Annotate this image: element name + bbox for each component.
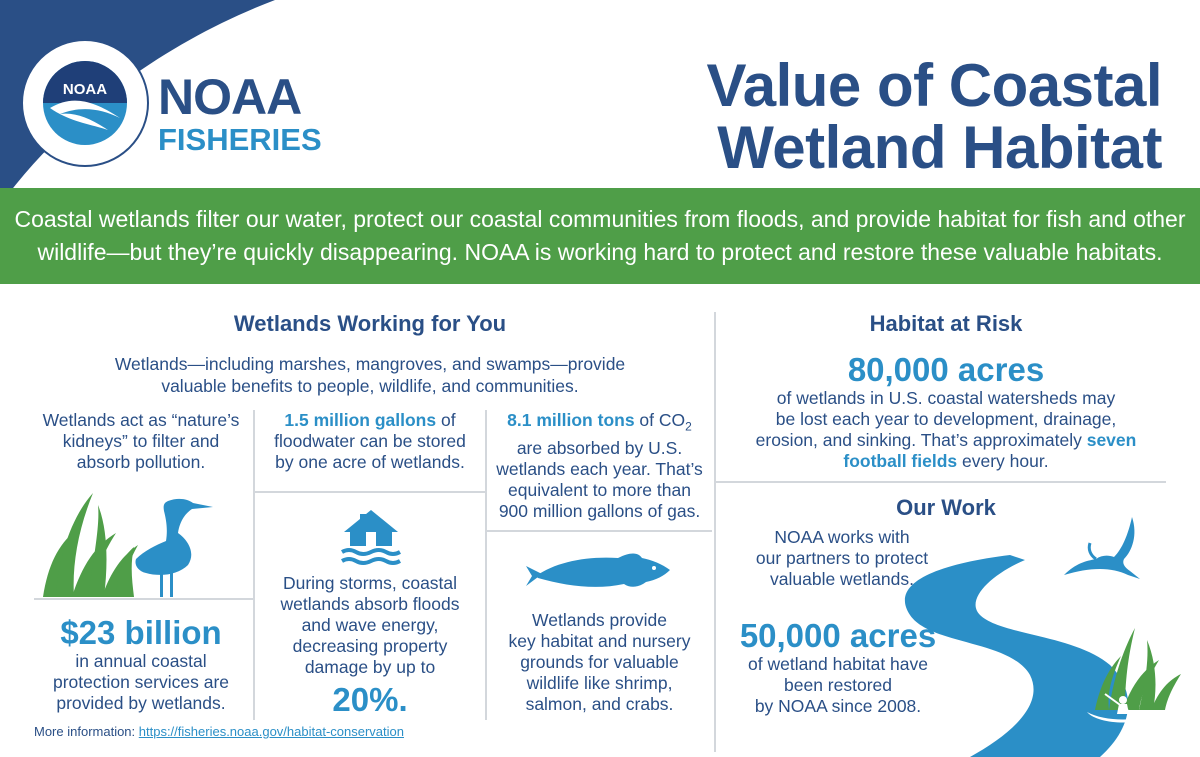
co2-highlight: 8.1 million tons xyxy=(507,410,635,430)
working-intro xyxy=(90,353,650,397)
work-line1: NOAA works with xyxy=(774,527,910,547)
risk-block xyxy=(716,352,1176,472)
gallons-rest: of xyxy=(436,410,456,430)
brand-wordmark xyxy=(158,69,322,157)
co2-text xyxy=(487,410,712,522)
storm-line3: and wave energy, xyxy=(301,615,439,635)
risk-heading: Habitat at Risk xyxy=(869,311,1023,336)
canoe-icon xyxy=(1085,690,1161,728)
banner-line1: Coastal wetlands filter our water, protect our coastal communities from floods, and provide habitat for fish and other xyxy=(14,206,1186,232)
col-divider-1 xyxy=(253,410,255,720)
billion-line3: provided by wetlands. xyxy=(56,693,226,713)
billion-line2: protection services are xyxy=(52,672,230,692)
storm-line5: damage by up to xyxy=(304,657,436,677)
working-heading: Wetlands Working for You xyxy=(233,311,507,336)
flying-heron-icon xyxy=(1060,515,1160,581)
more-info-label: More information: xyxy=(34,724,139,739)
intro-line1: Wetlands—including marshes, mangroves, and swamps—provide xyxy=(114,354,626,374)
billion-block xyxy=(30,615,252,714)
habitat-line4: wildlife like shrimp, xyxy=(526,673,673,693)
habitat-line2: key habitat and nursery xyxy=(508,631,691,651)
co2-line4: equivalent to more than xyxy=(508,479,691,500)
gallons-line2: floodwater can be stored xyxy=(274,431,466,451)
banner-line2: wildlife—but they’re quickly disappearing. NOAA is working hard to protect and restore these valuable habitats. xyxy=(37,239,1163,265)
intro-banner xyxy=(0,188,1200,284)
heron-grass-icon xyxy=(38,485,213,597)
brand-line1: NOAA xyxy=(158,69,302,125)
co2-line3: wetlands each year. That’s xyxy=(496,458,703,479)
co2-sub: 2 xyxy=(685,419,692,434)
storm-line2: wetlands absorb floods xyxy=(280,594,460,614)
gallons-line3: by one acre of wetlands. xyxy=(275,452,465,472)
row-divider-1 xyxy=(34,598,253,600)
co2-rest: of CO xyxy=(634,410,686,430)
risk-line4b: every hour. xyxy=(957,451,1049,471)
risk-line3b: seven xyxy=(1086,430,1137,450)
billion-value: $23 billion xyxy=(60,614,222,651)
gallons-text xyxy=(256,410,484,473)
noaa-seal-icon xyxy=(20,38,150,168)
more-info-link[interactable]: https://fisheries.noaa.gov/habitat-conservation xyxy=(138,724,404,739)
storm-value: 20%. xyxy=(332,681,408,718)
risk-line2: be lost each year to development, drainage, xyxy=(775,409,1117,429)
work-heading: Our Work xyxy=(896,495,996,520)
restored-line3: by NOAA since 2008. xyxy=(754,696,922,716)
work-text xyxy=(742,527,942,590)
risk-line3a: erosion, and sinking. That’s approximately xyxy=(755,430,1087,450)
brand-line2: FISHERIES xyxy=(158,122,322,157)
page-title xyxy=(706,52,1162,181)
restored-block xyxy=(728,618,948,717)
billion-line1: in annual coastal xyxy=(75,651,207,671)
gallons-highlight: 1.5 million gallons xyxy=(284,410,437,430)
title-line2: Wetland Habitat xyxy=(717,114,1162,181)
restored-value: 50,000 acres xyxy=(739,617,937,654)
kidneys-line2: kidneys” to filter and xyxy=(62,431,220,451)
co2-line5: 900 million gallons of gas. xyxy=(498,500,701,521)
restored-line2: been restored xyxy=(784,675,892,695)
title-line1: Value of Coastal xyxy=(706,52,1162,119)
work-line3: valuable wetlands. xyxy=(770,569,914,589)
habitat-text xyxy=(487,610,712,715)
storm-line4: decreasing property xyxy=(292,636,448,656)
intro-line2: valuable benefits to people, wildlife, and communities. xyxy=(161,376,579,396)
habitat-line3: grounds for valuable xyxy=(520,652,679,672)
kidneys-line3: absorb pollution. xyxy=(76,452,206,472)
storm-line1: During storms, coastal xyxy=(282,573,458,593)
row-divider-2 xyxy=(255,491,485,493)
more-info xyxy=(34,724,404,739)
row-divider-4 xyxy=(716,481,1166,483)
storm-text xyxy=(256,573,484,718)
risk-line1: of wetlands in U.S. coastal watersheds may xyxy=(776,388,1116,408)
restored-line1: of wetland habitat have xyxy=(748,654,928,674)
house-flood-icon xyxy=(340,506,402,568)
seal-center-text: NOAA xyxy=(62,81,108,98)
work-line2: our partners to protect xyxy=(755,548,929,568)
habitat-line5: salmon, and crabs. xyxy=(525,694,674,714)
row-divider-3 xyxy=(487,530,712,532)
co2-line2: are absorbed by U.S. xyxy=(516,437,683,458)
risk-value: 80,000 acres xyxy=(847,351,1045,388)
habitat-line1: Wetlands provide xyxy=(532,610,667,630)
kidneys-text xyxy=(30,410,252,473)
kidneys-line1: Wetlands act as “nature’s xyxy=(42,410,240,430)
risk-line4a: football fields xyxy=(843,451,958,471)
fish-icon xyxy=(526,548,670,596)
